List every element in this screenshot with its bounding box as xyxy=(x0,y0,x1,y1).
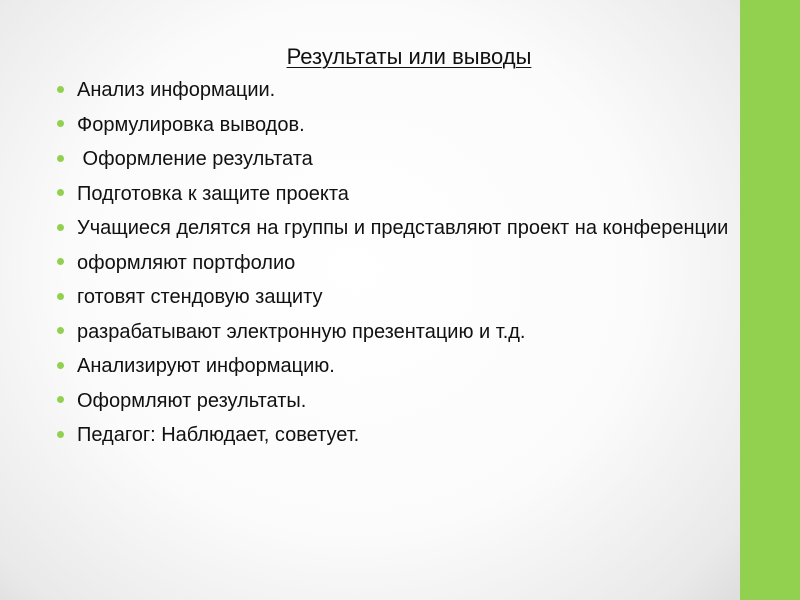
bullet-dot-icon xyxy=(57,362,64,369)
slide-title: Результаты или выводы xyxy=(286,44,532,69)
bullet-dot-icon xyxy=(57,86,64,93)
bullet-item xyxy=(56,216,740,240)
bullet-text: Анализируют информацию. xyxy=(77,355,335,377)
accent-bar xyxy=(740,0,800,600)
bullet-text: разрабатывают электронную презентацию и т.д. xyxy=(77,320,526,343)
bullet-dot-icon xyxy=(57,120,64,127)
bullet-text: Формулировка выводов. xyxy=(77,113,305,136)
bullet-item xyxy=(56,320,740,344)
bullet-dot-icon xyxy=(57,293,64,300)
bullet-item xyxy=(56,113,740,137)
bullet-item xyxy=(56,251,740,275)
bullet-dot-icon xyxy=(57,189,64,196)
bullet-text: Учащиеся делятся на группы и представляют проект на конференции xyxy=(77,217,729,239)
bullet-dot-icon xyxy=(57,327,64,334)
bullet-item xyxy=(56,147,740,171)
bullet-list xyxy=(56,78,740,458)
bullet-text: Подготовка к защите проекта xyxy=(77,182,349,205)
bullet-text: оформляют портфолио xyxy=(77,251,296,274)
bullet-dot-icon xyxy=(57,224,64,231)
bullet-text: Анализ информации. xyxy=(77,79,276,101)
bullet-dot-icon xyxy=(57,396,64,403)
bullet-text: Педагог: Наблюдает, советует. xyxy=(77,424,360,446)
bullet-item xyxy=(56,78,740,102)
bullet-item xyxy=(56,423,740,447)
bullet-item xyxy=(56,389,740,413)
bullet-item xyxy=(56,354,740,378)
bullet-text: Оформление результата xyxy=(77,148,313,170)
bullet-item xyxy=(56,285,740,309)
bullet-text: Оформляют результаты. xyxy=(77,389,307,412)
bullet-dot-icon xyxy=(57,258,64,265)
bullet-dot-icon xyxy=(57,431,64,438)
bullet-dot-icon xyxy=(57,155,64,162)
bullet-item xyxy=(56,182,740,206)
bullet-text: готовят стендовую защиту xyxy=(77,286,323,308)
